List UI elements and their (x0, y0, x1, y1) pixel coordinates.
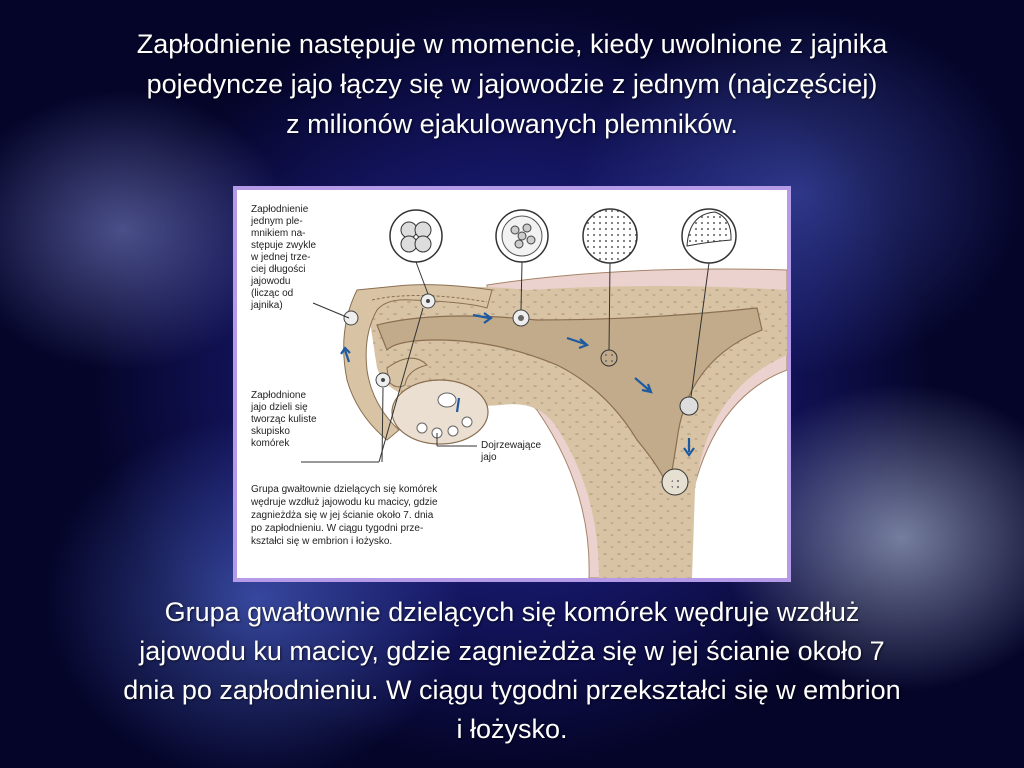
egg-4 (601, 350, 617, 366)
label-divides: Zapłodnione jajo dzieli się tworząc kuliste skupisko komórek (251, 390, 317, 449)
egg-5 (680, 397, 698, 415)
body-line: i łożysko. (456, 714, 568, 744)
fertilization-diagram (233, 186, 791, 582)
title-line: z milionów ejakulowanych plemników. (286, 109, 738, 139)
egg-1 (344, 311, 358, 325)
title-line: Zapłodnienie następuje w momencie, kiedy uwolnione z jajnika (136, 29, 888, 59)
slide-body-text (14, 593, 1010, 749)
body-line: jajowodu ku macicy, gdzie zagnieżdża się w jej ścianie około 7 (139, 636, 885, 666)
body-line: dnia po zapłodnieniu. W ciągu tygodni przekształci się w embrion (123, 675, 901, 705)
diagram-svg (237, 190, 787, 578)
body-line: Grupa gwałtownie dzielących się komórek wędruje wzdłuż (164, 597, 860, 627)
slide-title (20, 24, 1004, 144)
title-line: pojedyncze jajo łączy się w jajowodzie z jednym (najczęściej) (146, 69, 878, 99)
diagram-caption: Grupa gwałtownie dzielących się komórek wędruje wzdłuż jajowodu ku macicy, gdzie zagnieżdża się w jej ścianie około 7. dnia po zapłodnieniu. W ciągu tygodni prze- kształci się w embrion i łożysko. (251, 484, 438, 547)
label-maturing-egg: Dojrzewające jajo (481, 440, 542, 463)
label-fertilization: Zapłodnienie jednym ple- mnikiem na- stępuje zwykle w jednej trze- ciej długości jajowodu (licząc od jajnika) (251, 204, 317, 311)
